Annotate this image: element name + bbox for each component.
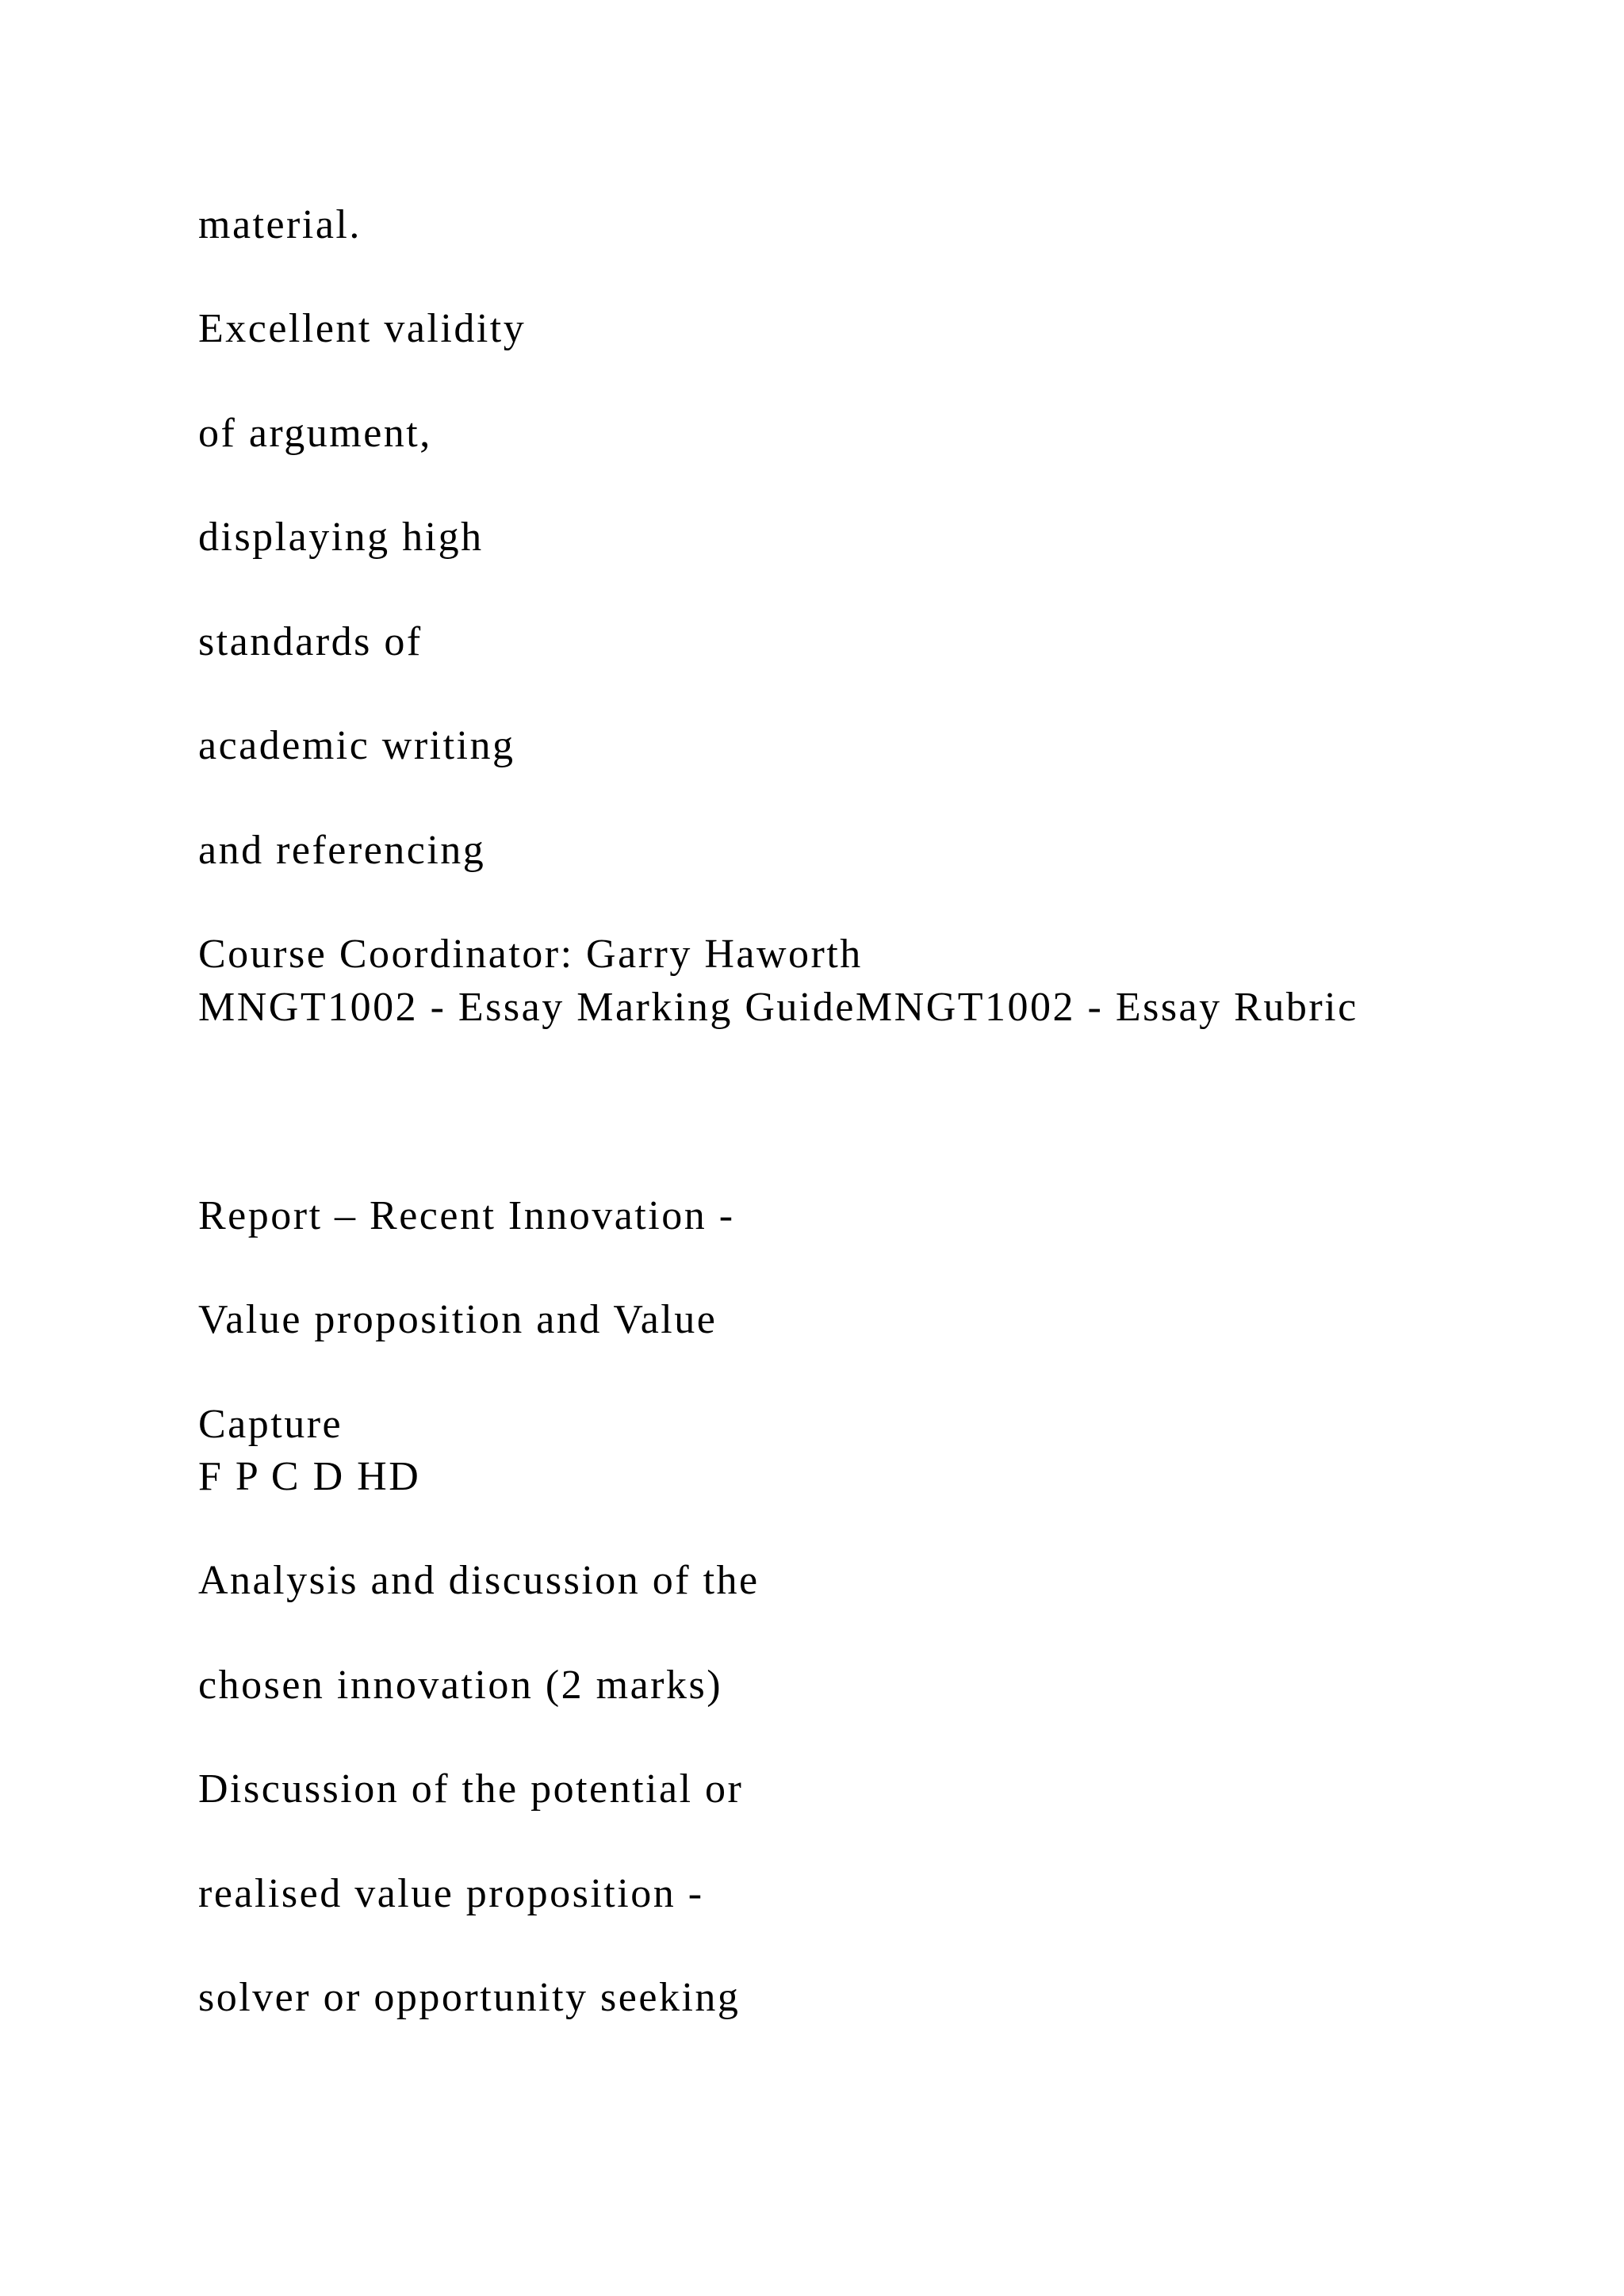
capture-line: Capture xyxy=(198,1402,343,1447)
text-line-material: material. xyxy=(198,202,362,247)
criterion-discussion-line: Discussion of the potential or xyxy=(198,1766,744,1812)
criterion-analysis-line: Analysis and discussion of the xyxy=(198,1558,760,1603)
criterion-realised-line: realised value proposition - xyxy=(198,1871,704,1916)
value-proposition-line: Value proposition and Value xyxy=(198,1297,718,1342)
criterion-solver-line: solver or opportunity seeking xyxy=(198,1975,741,2020)
text-line-and-referencing: and referencing xyxy=(198,828,486,873)
text-line-excellent-validity: Excellent validity xyxy=(198,306,527,351)
text-line-academic-writing: academic writing xyxy=(198,723,515,768)
text-line-standards-of: standards of xyxy=(198,619,423,664)
report-heading-line: Report – Recent Innovation - xyxy=(198,1193,735,1238)
criterion-innovation-line: chosen innovation (2 marks) xyxy=(198,1663,723,1708)
grade-scale-line: F P C D HD xyxy=(198,1454,421,1499)
text-line-of-argument: of argument, xyxy=(198,411,432,456)
text-line-displaying-high: displaying high xyxy=(198,515,484,560)
rubric-title-line: MNGT1002 - Essay Marking GuideMNGT1002 - Essay Rubric xyxy=(198,985,1358,1030)
course-coordinator-line: Course Coordinator: Garry Haworth xyxy=(198,932,863,977)
